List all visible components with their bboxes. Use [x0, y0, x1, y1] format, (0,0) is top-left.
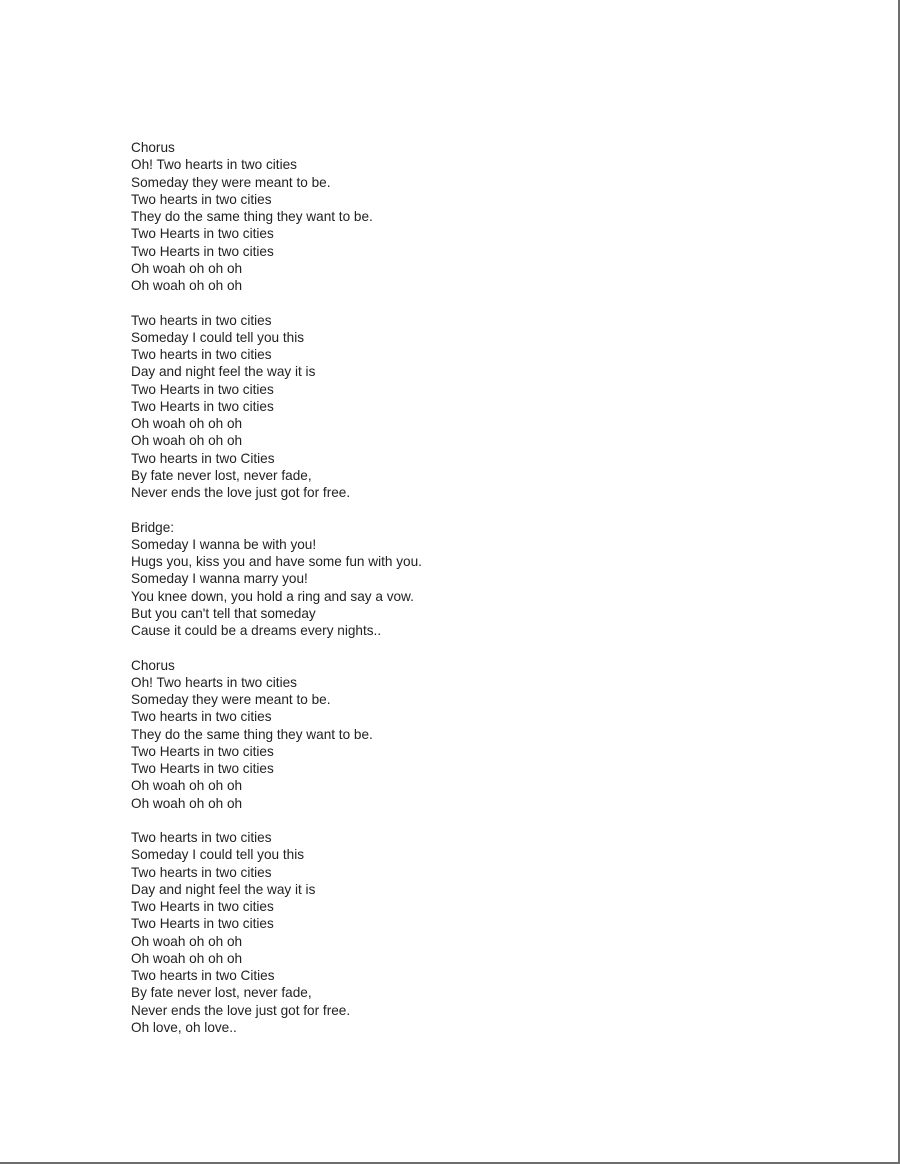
lyric-line: Day and night feel the way it is	[131, 881, 316, 897]
lyric-line: You knee down, you hold a ring and say a vow.	[131, 588, 414, 604]
lyric-line: Two hearts in two cities	[131, 830, 272, 845]
lyric-line: Two Hearts in two cities	[131, 398, 274, 414]
lyric-line: Two Hearts in two cities	[131, 916, 274, 932]
lyric-line: Two hearts in two cities	[131, 191, 272, 207]
lyric-line: Chorus	[131, 657, 175, 673]
lyric-line: By fate never lost, never fade,	[131, 985, 312, 1001]
lyric-line: Someday I could tell you this	[131, 847, 305, 863]
lyrics-body	[131, 139, 422, 1053]
lyric-line: Oh woah oh oh oh	[131, 433, 243, 449]
lyric-line: By fate never lost, never fade,	[131, 467, 312, 483]
lyric-line: Two Hearts in two cities	[131, 226, 274, 242]
lyric-line: Cause it could be a dreams every nights..	[131, 623, 382, 638]
lyric-stanza	[131, 657, 422, 812]
lyric-stanza	[131, 312, 422, 502]
lyric-line: Chorus	[131, 140, 175, 155]
lyric-line: They do the same thing they want to be.	[131, 209, 373, 224]
lyric-line: Oh love, oh love..	[131, 1019, 237, 1035]
lyric-line: Two Hearts in two cities	[131, 381, 274, 397]
lyric-line: Never ends the love just got for free.	[131, 485, 351, 500]
lyric-line: Two hearts in two cities	[131, 312, 272, 328]
lyric-line: Someday they were meant to be.	[131, 692, 331, 707]
lyric-line: Two hearts in two Cities	[131, 968, 275, 983]
lyric-line: Oh! Two hearts in two cities	[131, 157, 297, 173]
lyric-line: Oh woah oh oh oh	[131, 260, 243, 276]
lyric-line: Two Hearts in two cities	[131, 761, 274, 776]
lyric-line: But you can't tell that someday	[131, 605, 316, 621]
lyric-line: Oh woah oh oh oh	[131, 933, 243, 949]
lyric-line: Two Hearts in two cities	[131, 743, 274, 759]
lyric-line: Two Hearts in two cities	[131, 243, 274, 259]
lyric-line: Two hearts in two cities	[131, 347, 272, 362]
lyric-line: Oh woah oh oh oh	[131, 278, 243, 293]
lyric-stanza	[131, 519, 422, 640]
lyric-line: They do the same thing they want to be.	[131, 726, 373, 742]
lyric-line: Oh woah oh oh oh	[131, 778, 243, 794]
lyric-line: Someday I could tell you this	[131, 329, 305, 345]
lyric-line: Two hearts in two Cities	[131, 450, 275, 466]
lyric-line: Oh! Two hearts in two cities	[131, 674, 297, 690]
lyric-line: Someday I wanna be with you!	[131, 536, 317, 552]
lyric-line: Oh woah oh oh oh	[131, 795, 243, 811]
lyric-line: Bridge:	[131, 519, 175, 535]
lyric-line: Two hearts in two cities	[131, 709, 272, 725]
lyric-line: Someday I wanna marry you!	[131, 571, 308, 587]
lyric-line: Someday they were meant to be.	[131, 174, 331, 190]
lyric-stanza	[131, 829, 422, 1036]
lyric-line: Oh woah oh oh oh	[131, 950, 243, 966]
lyric-stanza	[131, 139, 422, 294]
lyric-line: Hugs you, kiss you and have some fun with you.	[131, 554, 422, 569]
lyric-line: Day and night feel the way it is	[131, 364, 316, 380]
lyric-line: Two Hearts in two cities	[131, 899, 274, 914]
lyric-line: Two hearts in two cities	[131, 864, 272, 880]
lyric-line: Never ends the love just got for free.	[131, 1002, 351, 1018]
lyric-line: Oh woah oh oh oh	[131, 416, 243, 431]
